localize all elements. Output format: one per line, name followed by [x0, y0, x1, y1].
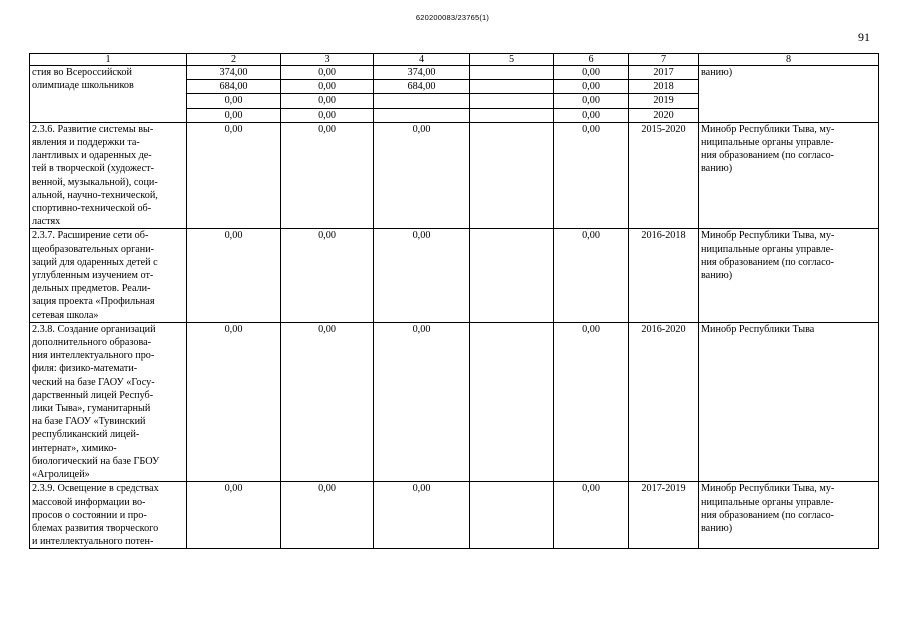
- header-cell: 6: [554, 54, 629, 66]
- amount-cell: 0,00: [187, 229, 281, 322]
- amount-cell: 0,00: [554, 482, 629, 549]
- amount-cell: 0,00: [187, 94, 281, 108]
- year-cell: 2016-2020: [629, 322, 699, 481]
- amount-cell: 0,00: [281, 229, 374, 322]
- amount-cell: [374, 108, 470, 122]
- budget-table: [29, 53, 879, 549]
- amount-cell: 0,00: [187, 108, 281, 122]
- year-cell: 2018: [629, 80, 699, 94]
- amount-cell: [470, 66, 554, 80]
- amount-cell: 0,00: [554, 94, 629, 108]
- amount-cell: 0,00: [374, 229, 470, 322]
- header-cell: 1: [30, 54, 187, 66]
- header-cell: 4: [374, 54, 470, 66]
- header-cell: 2: [187, 54, 281, 66]
- amount-cell: 374,00: [374, 66, 470, 80]
- amount-cell: 0,00: [374, 482, 470, 549]
- header-cell: 8: [699, 54, 879, 66]
- amount-cell: 0,00: [281, 80, 374, 94]
- amount-cell: 0,00: [374, 122, 470, 229]
- amount-cell: [470, 122, 554, 229]
- measure-label: стия во Всероссийской олимпиаде школьников: [30, 66, 187, 123]
- table-row: [30, 66, 879, 80]
- responsible-cell: Минобр Республики Тыва, му- ниципальные органы управле- ния образованием (по согласо- ванию): [699, 482, 879, 549]
- amount-cell: [470, 322, 554, 481]
- amount-cell: [470, 94, 554, 108]
- amount-cell: 0,00: [554, 229, 629, 322]
- header-cell: 5: [470, 54, 554, 66]
- amount-cell: 684,00: [187, 80, 281, 94]
- amount-cell: 0,00: [554, 66, 629, 80]
- table-row: [30, 122, 879, 229]
- amount-cell: 0,00: [187, 322, 281, 481]
- measure-label: 2.3.9. Освещение в средствах массовой информации во- просов о состоянии и про- блемах развития творческого и интеллектуального потен-: [30, 482, 187, 549]
- measure-label: 2.3.6. Развитие системы вы- явления и поддержки та- лантливых и одаренных де- тей в творческой (художест- венной, музыкальной), соци- альной, научно-технической, спортивно-технической об- ластях: [30, 122, 187, 229]
- year-cell: 2019: [629, 94, 699, 108]
- amount-cell: 684,00: [374, 80, 470, 94]
- document-id: 620200083/23765(1): [415, 13, 490, 22]
- year-cell: 2017: [629, 66, 699, 80]
- year-cell: 2016-2018: [629, 229, 699, 322]
- amount-cell: [470, 482, 554, 549]
- amount-cell: [470, 108, 554, 122]
- year-cell: 2020: [629, 108, 699, 122]
- header-cell: 7: [629, 54, 699, 66]
- responsible-cell: ванию): [699, 66, 879, 123]
- year-cell: 2015-2020: [629, 122, 699, 229]
- amount-cell: [374, 94, 470, 108]
- header-row: [30, 54, 879, 66]
- amount-cell: 0,00: [281, 108, 374, 122]
- amount-cell: 0,00: [281, 66, 374, 80]
- amount-cell: 0,00: [281, 94, 374, 108]
- table-row: [30, 322, 879, 481]
- amount-cell: 374,00: [187, 66, 281, 80]
- table-row: [30, 482, 879, 549]
- year-cell: 2017-2019: [629, 482, 699, 549]
- page-number: 91: [858, 30, 870, 44]
- amount-cell: 0,00: [554, 108, 629, 122]
- amount-cell: 0,00: [281, 482, 374, 549]
- amount-cell: 0,00: [187, 482, 281, 549]
- amount-cell: 0,00: [554, 322, 629, 481]
- amount-cell: 0,00: [374, 322, 470, 481]
- measure-label: 2.3.8. Создание организаций дополнительного образова- ния интеллектуального про- филя: физико-математи- ческий на базе ГАОУ «Госу- дарственный лицей Респуб- лики Тыва», гуманитарный на базе ГАОУ «Тувинский республиканский лицей- интернат», химико- биологический на базе ГБОУ «Агролицей»: [30, 322, 187, 481]
- measure-label: 2.3.7. Расширение сети об- щеобразовательных органи- заций для одаренных детей с углубленным изучением от- дельных предметов. Реали- зация проекта «Профильная сетевая школа»: [30, 229, 187, 322]
- amount-cell: [470, 80, 554, 94]
- table-row: [30, 229, 879, 322]
- amount-cell: 0,00: [281, 122, 374, 229]
- amount-cell: 0,00: [187, 122, 281, 229]
- amount-cell: 0,00: [554, 80, 629, 94]
- amount-cell: 0,00: [281, 322, 374, 481]
- header-cell: 3: [281, 54, 374, 66]
- responsible-cell: Минобр Республики Тыва: [699, 322, 879, 481]
- amount-cell: [470, 229, 554, 322]
- responsible-cell: Минобр Республики Тыва, му- ниципальные органы управле- ния образованием (по согласо- ванию): [699, 229, 879, 322]
- amount-cell: 0,00: [554, 122, 629, 229]
- responsible-cell: Минобр Республики Тыва, му- ниципальные органы управле- ния образованием (по согласо- ванию): [699, 122, 879, 229]
